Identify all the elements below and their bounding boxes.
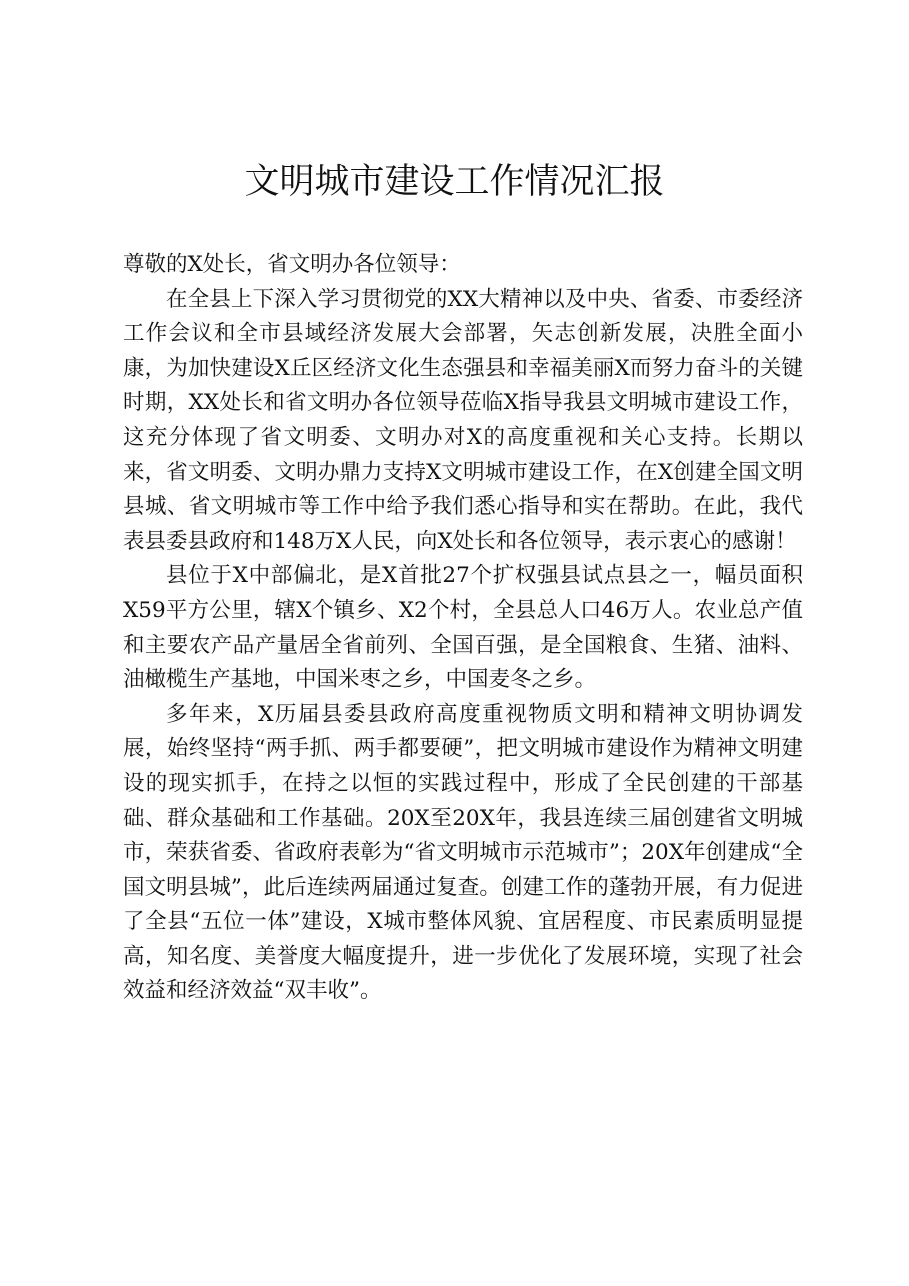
document-body — [123, 248, 803, 1009]
paragraph-civilization-history: 多年来，X历届县委县政府高度重视物质文明和精神文明协调发展，始终坚持“两手抓、两手都要硬”，把文明城市建设作为精神文明建设的现实抓手，在持之以恒的实践过程中，形成了全民创建的干部基础、群众基础和工作基础。20X至20X年，我县连续三届创建省文明城市，荣获省委、省政府表彰为“省文明城市示范城市”；20X年创建成“全国文明县城”，此后连续两届通过复查。创建工作的蓬勃开展，有力促进了全县“五位一体”建设，X城市整体风貌、宜居程度、市民素质明显提高，知名度、美誉度大幅度提升，进一步优化了发展环境，实现了社会效益和经济效益“双丰收”。 — [123, 701, 803, 1004]
document-title: 文明城市建设工作情况汇报 — [244, 162, 665, 202]
salutation: 尊敬的X处长，省文明办各位领导： — [123, 252, 461, 277]
paragraph-county-overview: 县位于X中部偏北，是X首批27个扩权强县试点县之一，幅员面积X59平方公里，辖X个镇乡、X2个村，全县总人口46万人。农业总产值和主要农产品产量居全省前列、全国百强，是全国粮食、生猪、油料、油橄榄生产基地，中国米枣之乡，中国麦冬之乡。 — [123, 563, 803, 693]
paragraph-gratitude: 在全县上下深入学习贯彻党的XX大精神以及中央、省委、市委经济工作会议和全市县域经济发展大会部署，矢志创新发展，决胜全面小康，为加快建设X丘区经济文化生态强县和幸福美丽X而努力奋斗的关键时期，XX处长和省文明办各位领导莅临X指导我县文明城市建设工作，这充分体现了省文明委、文明办对X的高度重视和关心支持。长期以来，省文明委、文明办鼎力支持X文明城市建设工作，在X创建全国文明县城、省文明城市等工作中给予我们悉心指导和实在帮助。在此，我代表县委县政府和148万X人民，向X处长和各位领导，表示衷心的感谢！ — [123, 286, 803, 554]
